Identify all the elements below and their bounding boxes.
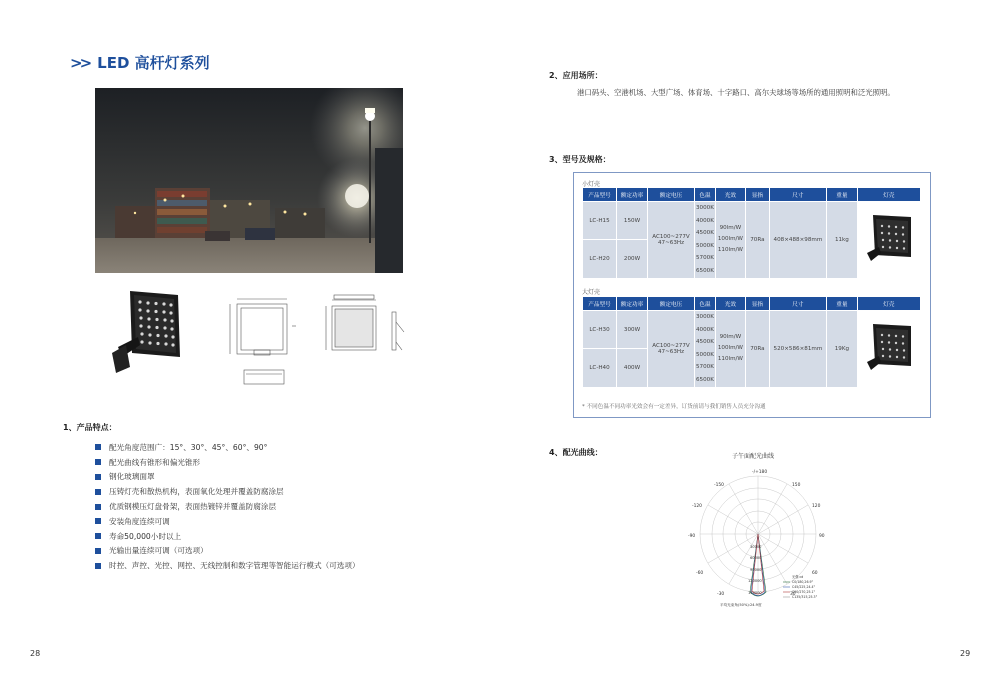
bullet-square-icon <box>95 459 101 465</box>
legend-entry: C135/315,25.3° <box>792 595 818 599</box>
small-housing-image <box>858 202 920 278</box>
legend-entry: C45/225,24.4° <box>792 585 816 589</box>
spec-table-box <box>573 172 931 418</box>
angle-label: -120 <box>692 504 702 509</box>
angle-label: -/+180 <box>752 470 768 475</box>
page-number: 29 <box>960 649 971 658</box>
list-item: 压铸灯壳和散热机构，表面氧化处理并覆盖防腐涂层 <box>95 484 360 499</box>
list-item: 安装角度连续可调 <box>95 514 360 529</box>
spec-note: * 不同色温不同功率光效会有一定差异，订货前请与我们销售人员充分沟通 <box>582 404 766 410</box>
curve-heading: 4、配光曲线： <box>549 448 603 457</box>
list-item: 配光角度范围广：15°、30°、45°、60°、90° <box>95 440 360 455</box>
table-header-row: 产品型号 额定功率 额定电压 色温 光效 显指 尺寸 重量 灯壳 <box>583 297 920 310</box>
ring-label: 90000 <box>750 568 762 572</box>
legend-entry: C90/270,25.1° <box>792 590 816 594</box>
large-housing-image <box>858 311 920 387</box>
angle-label: 120 <box>812 504 821 509</box>
ring-label: 120000 <box>748 579 762 583</box>
bullet-square-icon <box>95 474 101 480</box>
list-item: 钢化玻璃面罩 <box>95 470 360 485</box>
angle-label: 90 <box>819 534 825 539</box>
angle-label: -60 <box>696 571 704 576</box>
applications-text: 港口码头、空港机场、大型广场、体育场、十字路口、高尔夫球场等场所的通用照明和泛光照明。 <box>577 88 895 97</box>
group-label-large: 大灯壳 <box>582 289 601 296</box>
polar-chart-title: 子午面配光曲线 <box>732 453 775 460</box>
bullet-square-icon <box>95 533 101 539</box>
angle-label: 60 <box>812 571 818 576</box>
table-row: LC-H30 300W AC100~277V 47~63Hz 3000K 4000K 4500K 5000K 5700K 6500K 90lm/W 100lm/W 110lm/W 70Ra 520×586×81mm 19Kg <box>583 311 920 348</box>
angle-label: -150 <box>714 483 724 488</box>
bullet-square-icon <box>95 518 101 524</box>
double-chevron-icon: >> <box>70 53 90 72</box>
specs-heading: 3、型号及规格： <box>549 155 611 164</box>
table-row: LC-H15 150W AC100~277V 47~63Hz 3000K 4000K 4500K 5000K 5700K 6500K 90lm/W 100lm/W 110lm/W 70Ra 408×488×98mm 11kg <box>583 202 920 239</box>
bullet-square-icon <box>95 489 101 495</box>
section-title <box>70 52 210 73</box>
angle-label: 150 <box>792 483 801 488</box>
spec-table-large <box>582 296 921 388</box>
table-header-row: 产品型号 额定功率 额定电压 色温 光效 显指 尺寸 重量 灯壳 <box>583 188 920 201</box>
ring-label: 30000 <box>750 545 762 549</box>
applications-heading: 2、应用场所： <box>549 71 603 80</box>
floodlight-product-image <box>108 287 188 377</box>
spec-table-small <box>582 187 921 279</box>
table-row: LC-H40 400W <box>583 349 920 386</box>
features-heading: 1、产品特点： <box>63 423 117 432</box>
ring-label: 60000 <box>750 556 762 560</box>
page-title: LED 高杆灯系列 <box>97 54 210 72</box>
list-item: 优质钢模压灯盘骨架，表面热镀锌并覆盖防腐涂层 <box>95 499 360 514</box>
angle-label: -30 <box>717 592 725 597</box>
features-list <box>95 440 360 573</box>
page-number: 28 <box>30 649 41 658</box>
list-item: 寿命50,000小时以上 <box>95 529 360 544</box>
list-item: 配光曲线有锥形和偏光锥形 <box>95 455 360 470</box>
legend-title: 光强:cd <box>792 575 804 579</box>
bullet-square-icon <box>95 504 101 510</box>
bullet-square-icon <box>95 444 101 450</box>
bullet-square-icon <box>95 563 101 569</box>
bullet-square-icon <box>95 548 101 554</box>
table-row: LC-H20 200W <box>583 240 920 277</box>
angle-label: 30 <box>790 592 796 597</box>
port-night-photo <box>95 88 403 273</box>
ring-label: 150000 <box>748 591 762 595</box>
group-label-small: 小灯壳 <box>582 181 601 188</box>
angle-label: -90 <box>688 534 696 539</box>
legend-entry: C0/180,26.9° <box>792 580 814 584</box>
list-item: 时控、声控、光控、网控、无线控制和数字管理等智能运行模式（可选项） <box>95 558 360 573</box>
polar-light-distribution-chart <box>680 462 840 620</box>
dimension-drawings <box>222 292 407 392</box>
beam-angle-footer: 平均光束角(50%):24.9度 <box>720 603 762 607</box>
list-item: 光输出量连续可调（可选项） <box>95 544 360 559</box>
